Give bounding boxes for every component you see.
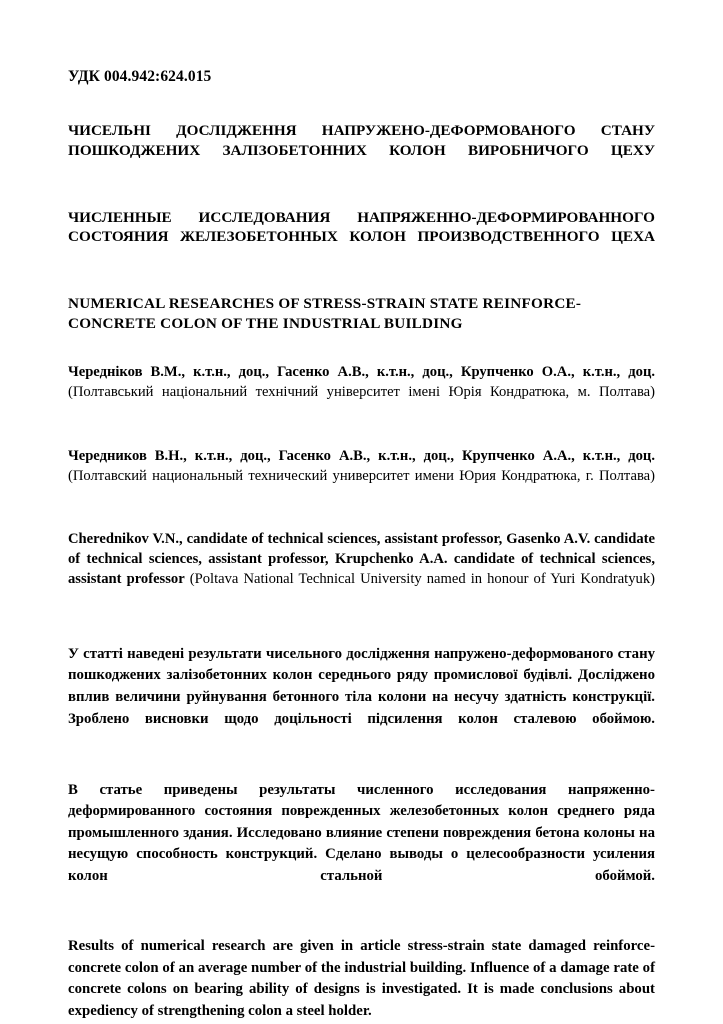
author-names-ukrainian: Чередніков В.М., к.т.н., доц., Гасенко А.В., к.т.н., доц., Крупченко О.А., к.т.н., доц.: [68, 364, 655, 381]
abstract-ukrainian: У статті наведені результати чисельного дослідження напружено-деформованого стану пошкоджених залізобетонних колон середнього ряду промислової будівлі. Досліджено вплив величини руйнування бетонного тіла колони на несучу здатність конструкції. Зроблено висновки щодо доцільності підсилення колон сталевою обоймою.: [68, 645, 655, 727]
abstract-english: Results of numerical research are given in article stress-strain state damaged reinforce-concrete colon of an average number of the industrial building. Influence of a damage rate of concrete colons on bearing ability of designs is investigated. It is made conclusions about expediency of strengthening colon a steel holder.: [68, 938, 655, 1020]
affiliation-russian: (Полтавский национальный технический университет имени Юрия Кондратюка, г. Полтава): [68, 467, 655, 484]
affiliation-english: (Poltava National Technical University named in honour of Yuri Kondratyuk): [189, 571, 655, 588]
udc-code: УДК 004.942:624.015: [68, 68, 212, 85]
title-russian: ЧИСЛЕННЫЕ ИССЛЕДОВАНИЯ НАПРЯЖЕННО-ДЕФОРМИРОВАННОГО СОСТОЯНИЯ ЖЕЛЕЗОБЕТОННЫХ КОЛОН ПРОИЗВОДСТВЕННОГО ЦЕХА: [68, 208, 655, 246]
authors-russian: [68, 447, 655, 507]
title-ukrainian: ЧИСЕЛЬНІ ДОСЛІДЖЕННЯ НАПРУЖЕНО-ДЕФОРМОВАНОГО СТАНУ ПОШКОДЖЕНИХ ЗАЛІЗОБЕТОННИХ КОЛОН ВИРОБНИЧОГО ЦЕХУ: [68, 122, 655, 160]
authors-english: [68, 530, 655, 609]
author-names-russian: Чередников В.Н., к.т.н., доц., Гасенко А.В., к.т.н., доц., Крупченко А.А., к.т.н., доц.: [68, 447, 655, 464]
abstract-russian: В статье приведены результаты численного исследования напряженно-деформированного состояния поврежденных железобетонных колон среднего ряда промышленного здания. Исследовано влияние степени повреждения бетона колоны на несущую способность конструкций. Сделано выводы о целесообразности усиления колон стальной обоймой.: [68, 781, 655, 885]
title-english: NUMERICAL RESEARCHES OF STRESS-STRAIN STATE REINFORCE-CONCRETE COLON OF THE INDUSTRIAL BUILDING: [68, 294, 582, 332]
author-names-english: Cherednikov V.N., candidate of technical sciences, assistant professor, Gasenko A.V. candidate of technical sciences, assistant professor, Krupchenko A.A. candidate of technical sciences, assistant professor: [68, 531, 655, 588]
authors-ukrainian: [68, 363, 655, 423]
affiliation-ukrainian: (Полтавський національний технічний університет імені Юрія Кондратюка, м. Полтава): [68, 384, 655, 401]
